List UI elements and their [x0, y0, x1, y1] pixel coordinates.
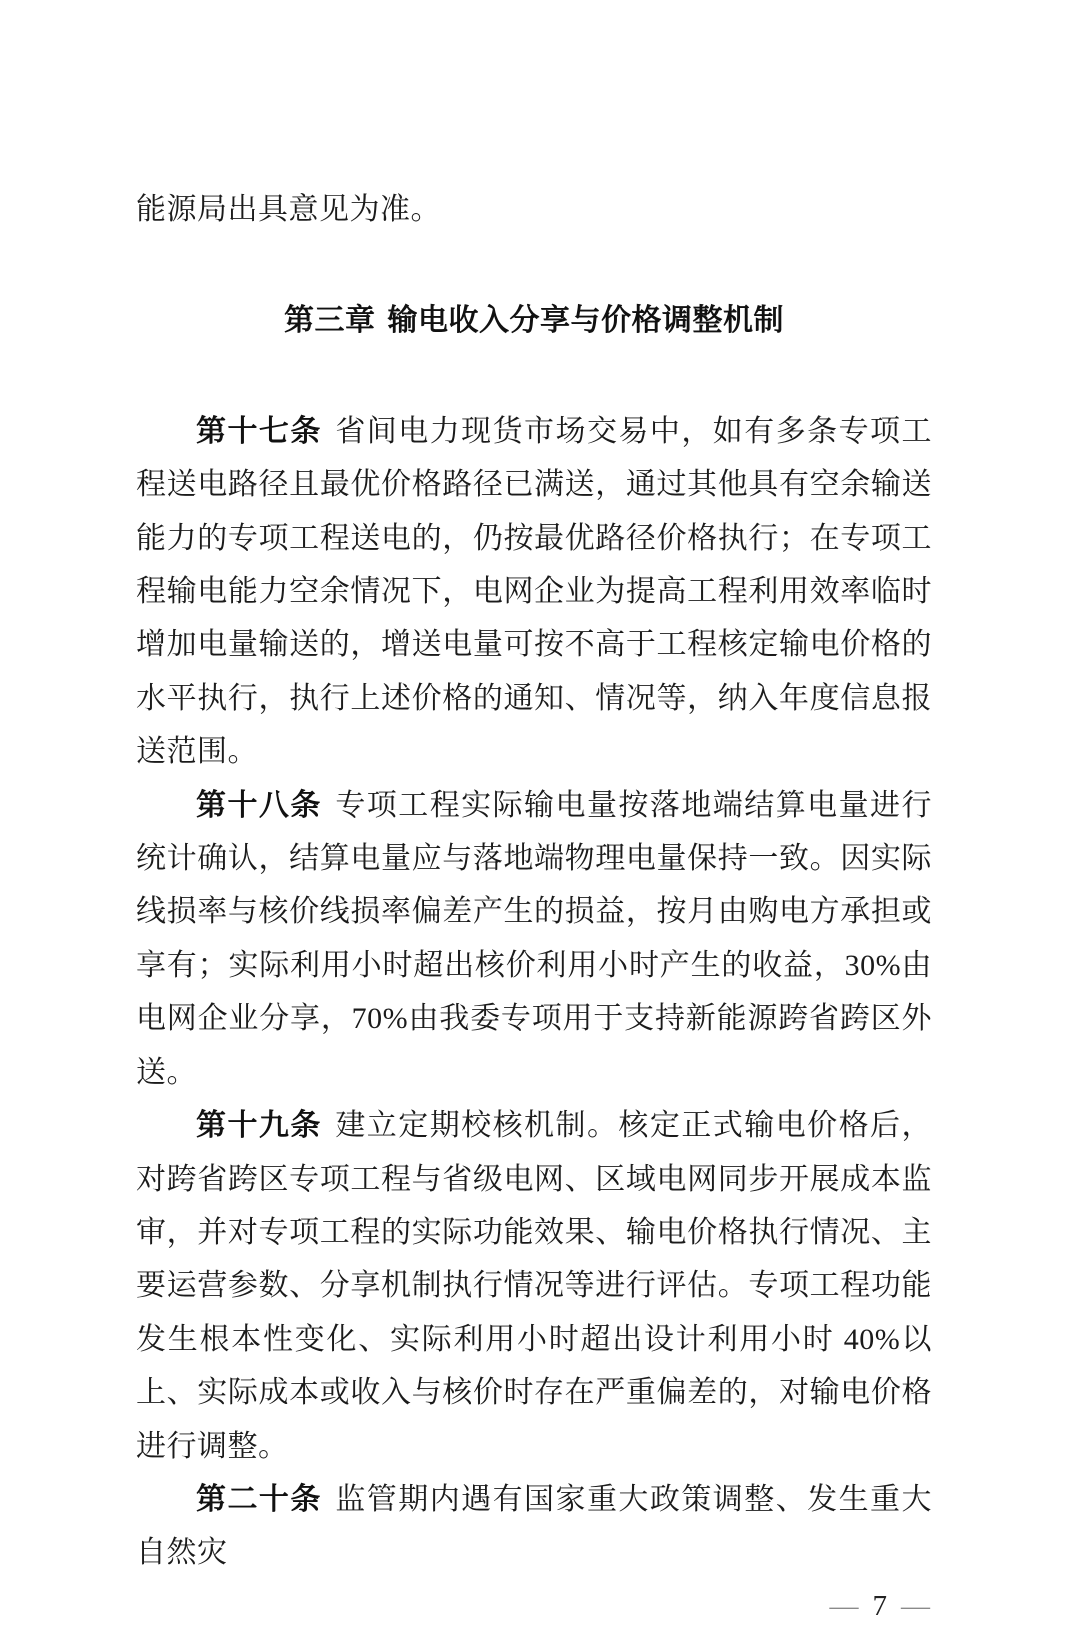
article-17 [136, 405, 932, 779]
article-17-label: 第十七条 [196, 414, 322, 448]
article-18 [136, 779, 932, 1099]
paragraph-continuation: 能源局出具意见为准。 [136, 193, 441, 226]
article-20-label: 第二十条 [196, 1482, 322, 1516]
article-17-text: 省间电力现货市场交易中，如有多条专项工程送电路径且最优价格路径已满送，通过其他具有空余输送能力的专项工程送电的，仍按最优路径价格执行；在专项工程输电能力空余情况下，电网企业为提高工程利用效率临时增加电量输送的，增送电量可按不高于工程核定输电价格的水平执行，执行上述价格的通知、情况等，纳入年度信息报送范围。 [136, 414, 933, 769]
page-number-right-dash: — [901, 1589, 930, 1622]
article-19-label: 第十九条 [196, 1109, 322, 1143]
article-18-label: 第十八条 [196, 788, 322, 822]
article-19-text: 建立定期校核机制。核定正式输电价格后，对跨省跨区专项工程与省级电网、区域电网同步开展成本监审，并对专项工程的实际功能效果、输电价格执行情况、主要运营参数、分享机制执行情况等进行评估。专项工程功能发生根本性变化、实际利用小时超出设计利用小时 40%以上、实际成本或收入与核价时存在严重偏差的，对输电价格进行调整。 [136, 1109, 933, 1463]
article-18-text: 专项工程实际输电量按落地端结算电量进行统计确认，结算电量应与落地端物理电量保持一致。因实际线损率与核价线损率偏差产生的损益，按月由购电方承担或享有；实际利用小时超出核价利用小时产生的收益，30%由电网企业分享，70%由我委专项用于支持新能源跨省跨区外送。 [136, 788, 933, 1089]
page-number-left-dash: — [829, 1589, 859, 1622]
chapter-title: 输电收入分享与价格调整机制 [387, 304, 784, 338]
page-number [136, 1586, 932, 1626]
chapter-number: 第三章 [284, 304, 376, 338]
page-number-value: 7 [872, 1589, 887, 1622]
article-20 [136, 1473, 932, 1580]
article-20-text: 监管期内遇有国家重大政策调整、发生重大自然灾 [136, 1482, 933, 1570]
article-19 [136, 1099, 932, 1473]
chapter-heading [136, 294, 932, 347]
